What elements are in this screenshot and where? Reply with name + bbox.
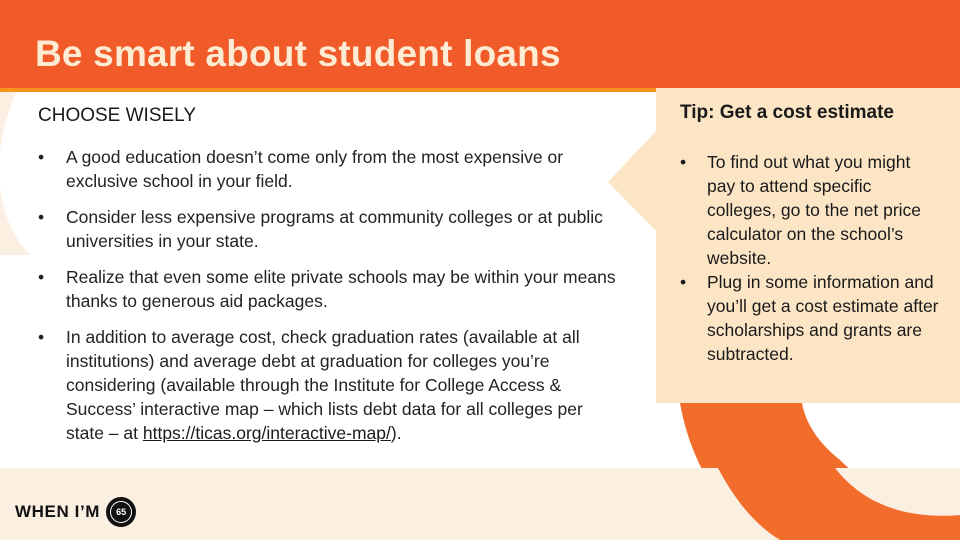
decorative-circle-left — [0, 88, 30, 255]
bullet-icon: • — [38, 207, 45, 227]
list-item: • Realize that even some elite private schools may be within your means thanks to generous aid packages. — [38, 267, 616, 311]
footer-band — [0, 468, 960, 540]
bullet-icon: • — [38, 327, 45, 347]
list-item: • To find out what you might pay to attend specific colleges, go to the net price calculator on the school’s website. — [680, 152, 922, 268]
list-item: • In addition to average cost, check graduation rates (available at all institutions) and average debt at graduation for colleges you’re considering (available through the Institute for College Access & Success’ interactive map – which lists debt data for all colleges per state – at https://ticas.org/interactive-map/). — [38, 327, 583, 443]
when-im-65-logo — [15, 496, 136, 528]
tip-heading: Tip: Get a cost estimate — [680, 102, 894, 123]
logo-number: 65 — [110, 501, 132, 523]
bullet-icon: • — [38, 147, 45, 167]
ticas-map-link[interactable]: https://ticas.org/interactive-map/ — [142, 423, 391, 443]
bullet-icon: • — [680, 272, 687, 292]
page-title: Be smart about student loans — [35, 33, 561, 74]
logo-badge — [106, 497, 136, 527]
list-item: • Consider less expensive programs at community colleges or at public universities in your state. — [38, 207, 603, 251]
list-item: • Plug in some information and you’ll get a cost estimate after scholarships and grants are subtracted. — [680, 272, 939, 364]
choose-wisely-list — [38, 145, 618, 445]
bullet-icon: • — [38, 267, 45, 287]
logo-text: WHEN I’M — [15, 502, 101, 521]
list-item: • A good education doesn’t come only from the most expensive or exclusive school in your field. — [38, 147, 564, 191]
bullet-icon: • — [680, 152, 687, 172]
tip-list — [680, 150, 942, 366]
choose-wisely-section — [38, 104, 618, 457]
section-heading: CHOOSE WISELY — [38, 105, 197, 126]
